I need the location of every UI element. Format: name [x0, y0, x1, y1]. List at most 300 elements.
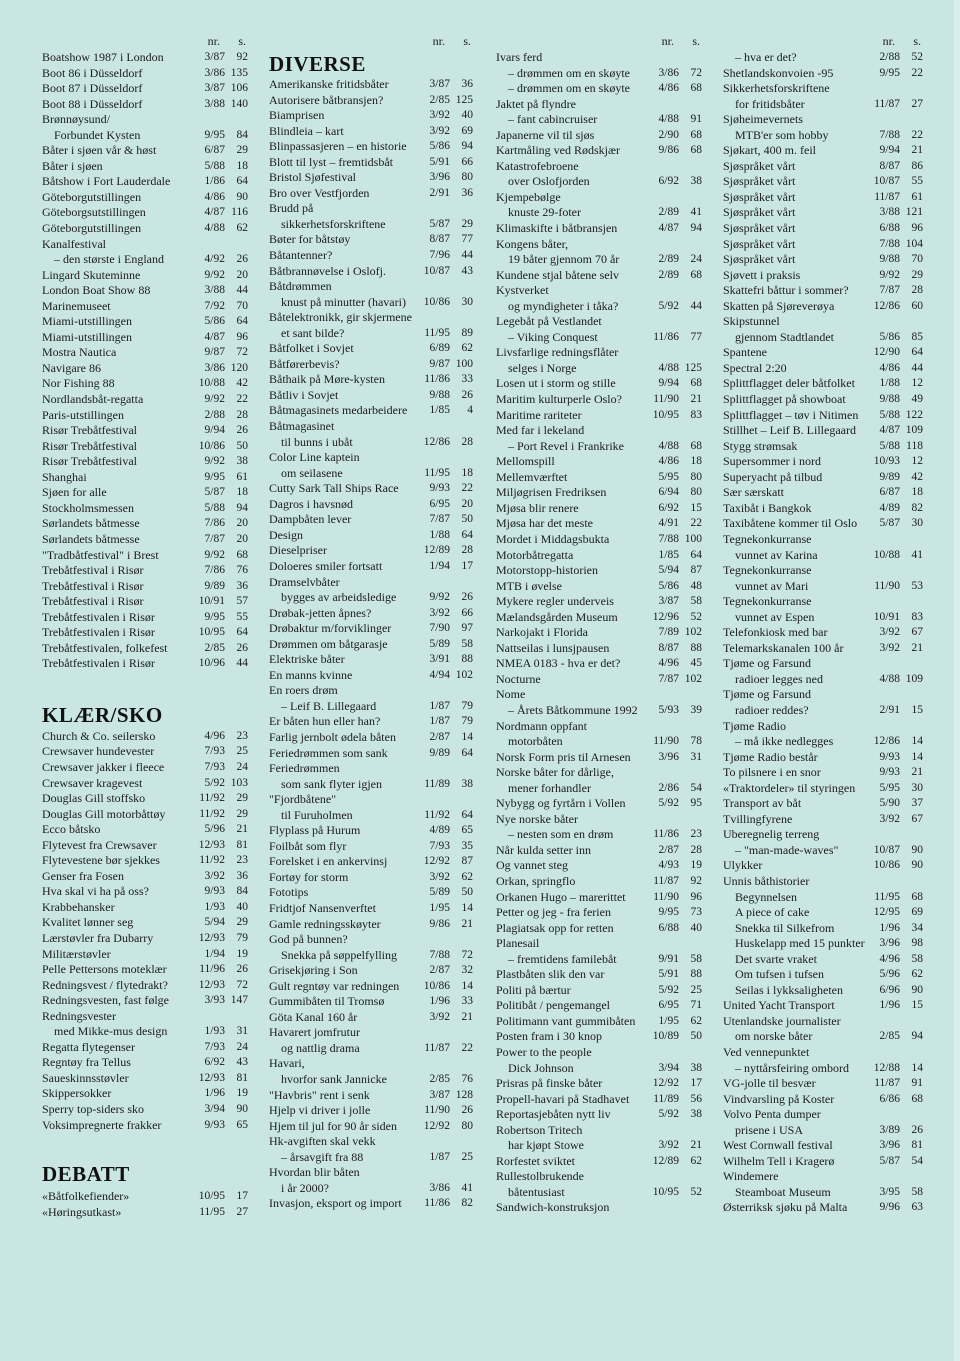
index-entry: [496, 843, 702, 859]
entry-title: Kundene stjal båtene selv: [496, 267, 619, 282]
entry-issue-number: 4/89: [429, 824, 450, 837]
entry-page-number: 18: [690, 455, 702, 468]
entry-issue-number: 6/89: [429, 342, 450, 355]
entry-title: Grisekjøring i Son: [269, 963, 358, 978]
index-entry: [269, 559, 473, 575]
entry-page-number: 62: [911, 968, 923, 981]
entry-page-number: 20: [236, 268, 248, 281]
entry-title: Taxibåt i Bangkok: [723, 500, 812, 515]
index-entry: [723, 967, 923, 983]
entry-issue-number: 5/86: [204, 315, 225, 328]
entry-page-number: 88: [690, 968, 702, 981]
index-entry: [723, 1138, 923, 1154]
entry-issue-number: 9/93: [204, 1118, 225, 1131]
entry-page-number: 67: [911, 812, 923, 825]
entry-title: og nattlig drama: [281, 1040, 360, 1055]
index-entry: [269, 979, 473, 995]
entry-page-number: 19: [690, 859, 702, 872]
entry-issue-number: 9/92: [204, 455, 225, 468]
entry-title: Bristol Sjøfestival: [269, 170, 356, 185]
index-entry: [269, 1072, 473, 1088]
entry-page-number: 66: [461, 155, 473, 168]
entry-title: London Boat Show 88: [42, 283, 151, 298]
entry-issue-number: 6/87: [879, 486, 900, 499]
entry-page-number: 34: [911, 921, 923, 934]
entry-page-number: 64: [911, 346, 923, 359]
entry-issue-number: 4/87: [879, 424, 900, 437]
entry-page-number: 36: [236, 579, 248, 592]
entry-title: Tjøme Radio består: [723, 749, 818, 764]
index-entry: [496, 97, 702, 113]
index-column-2: [269, 34, 473, 1212]
entry-title: Redningsvesten, fast følge: [42, 993, 169, 1008]
entry-issue-number: 6/87: [204, 144, 225, 157]
entry-title: Mellemværftet: [496, 469, 568, 484]
index-entry: [496, 905, 702, 921]
index-entry: [723, 205, 923, 221]
entry-issue-number: 5/96: [204, 823, 225, 836]
entry-issue-number: 11/92: [424, 808, 450, 821]
entry-title: Skattefri båttur i sommer?: [723, 283, 849, 298]
entry-page-number: 22: [911, 128, 923, 141]
index-entry: [723, 1045, 923, 1061]
index-entry: [269, 917, 473, 933]
index-entry: [269, 575, 473, 591]
index-entry: [496, 1200, 702, 1216]
entry-title: – Port Revel i Frankrike: [508, 438, 624, 453]
index-entry: [723, 983, 923, 999]
index-entry: [42, 392, 248, 408]
entry-page-number: 38: [690, 1108, 702, 1121]
entry-page-number: 44: [236, 284, 248, 297]
entry-title: Kjempebølge: [496, 189, 561, 204]
entry-page-number: 68: [690, 128, 702, 141]
entry-page-number: 85: [911, 330, 923, 343]
entry-page-number: 28: [461, 435, 473, 448]
entry-issue-number: 11/90: [653, 735, 679, 748]
index-entry: [723, 237, 923, 253]
entry-title: Flyplass på Hurum: [269, 823, 361, 838]
entry-page-number: 24: [236, 1040, 248, 1053]
entry-title: Crewsaver jakker i fleece: [42, 759, 165, 774]
entry-issue-number: 3/88: [879, 206, 900, 219]
entry-title: Skippersokker: [42, 1086, 112, 1101]
entry-page-number: 80: [690, 470, 702, 483]
entry-title: til bunns i ubåt: [281, 434, 353, 449]
index-entry: [42, 1086, 248, 1102]
entry-title: Lærstøvler fra Dubarry: [42, 930, 154, 945]
entry-page-number: 68: [236, 548, 248, 561]
index-entry: [42, 237, 248, 253]
entry-issue-number: 2/89: [658, 268, 679, 281]
entry-issue-number: 11/90: [874, 579, 900, 592]
entry-page-number: 58: [911, 1185, 923, 1198]
entry-page-number: 42: [236, 377, 248, 390]
entry-title: 19 båter gjennom 70 år: [508, 252, 620, 267]
entry-title: Med far i lekeland: [496, 423, 585, 438]
index-entry: [496, 314, 702, 330]
entry-title: Sandwich-konstruksjon: [496, 1200, 610, 1215]
entry-issue-number: 4/88: [204, 222, 225, 235]
entry-issue-number: 3/92: [879, 641, 900, 654]
index-entry: [42, 516, 248, 532]
entry-title: Dagros i havsnød: [269, 496, 353, 511]
entry-title: Crewsaver kragevest: [42, 775, 143, 790]
entry-issue-number: 3/89: [879, 1123, 900, 1136]
entry-title: Sikkerhetsforskriftene: [723, 81, 830, 96]
index-entry: [496, 750, 702, 766]
index-entry: [269, 808, 473, 824]
entry-title: Biamprisen: [269, 108, 325, 123]
entry-issue-number: 11/95: [424, 466, 450, 479]
index-entry: [723, 470, 923, 486]
entry-issue-number: 5/87: [879, 1154, 900, 1167]
entry-title: Foilbåt som flyr: [269, 838, 347, 853]
entry-page-number: 62: [461, 342, 473, 355]
index-entry: [42, 1205, 248, 1221]
entry-issue-number: 11/92: [199, 854, 225, 867]
index-entry: [269, 761, 473, 777]
entry-title: – drømmen om en skøyte: [508, 81, 630, 96]
entry-issue-number: 11/87: [874, 190, 900, 203]
entry-page-number: 22: [236, 393, 248, 406]
index-entry: [42, 884, 248, 900]
entry-title: knuste 29-foter: [508, 205, 581, 220]
entry-title: Huskelapp med 15 punkter: [735, 936, 865, 951]
entry-issue-number: 9/95: [204, 470, 225, 483]
index-entry: [496, 361, 702, 377]
entry-page-number: 62: [236, 222, 248, 235]
index-entry: [269, 606, 473, 622]
entry-title: Boot 87 i Düsseldorf: [42, 81, 143, 96]
entry-title: Göteborgutstillingen: [42, 221, 142, 236]
entry-issue-number: 10/88: [198, 377, 225, 390]
entry-title: et sant bilde?: [281, 325, 345, 340]
entry-page-number: 43: [461, 264, 473, 277]
index-entry: [269, 124, 473, 140]
entry-title: Planesail: [496, 936, 540, 951]
entry-title: Orkan, springflo: [496, 873, 576, 888]
index-entry: [269, 295, 473, 311]
index-entry: [723, 1169, 923, 1185]
entry-issue-number: 3/96: [879, 937, 900, 950]
entry-page-number: 22: [911, 66, 923, 79]
entry-issue-number: 4/88: [658, 439, 679, 452]
entry-title: Dramselvbåter: [269, 574, 340, 589]
entry-title: Stillhet – Leif B. Lillegaard: [723, 423, 856, 438]
entry-title: selges i Norge: [508, 360, 577, 375]
entry-title: Splittflagget deler båtfolket: [723, 376, 855, 391]
entry-issue-number: 3/92: [429, 109, 450, 122]
entry-title: Sjøen for alle: [42, 485, 107, 500]
index-entry: [42, 548, 248, 564]
entry-issue-number: 1/86: [204, 175, 225, 188]
entry-page-number: 29: [911, 268, 923, 281]
index-entry: [723, 734, 923, 750]
entry-page-number: 44: [690, 299, 702, 312]
index-entry: [496, 1029, 702, 1045]
section-heading: DEBATT: [42, 1162, 130, 1187]
entry-page-number: 25: [236, 745, 248, 758]
entry-title: Voksimpregnerte frakker: [42, 1117, 162, 1132]
index-entry: [42, 962, 248, 978]
index-entry: [723, 174, 923, 190]
entry-page-number: 63: [911, 1201, 923, 1214]
entry-title: Motorstopp-historien: [496, 563, 598, 578]
entry-page-number: 68: [690, 268, 702, 281]
index-entry: [269, 1025, 473, 1041]
entry-issue-number: 9/93: [204, 885, 225, 898]
entry-title: Stockholmsmessen: [42, 500, 134, 515]
entry-title: Politibåt / pengemangel: [496, 998, 610, 1013]
entry-title: mener forhandler: [508, 780, 591, 795]
entry-page-number: 69: [911, 906, 923, 919]
index-entry: [42, 744, 248, 760]
index-entry: [42, 252, 248, 268]
entry-issue-number: 9/89: [429, 746, 450, 759]
index-entry: [496, 1014, 702, 1030]
index-entry: [723, 454, 923, 470]
entry-page-number: 56: [690, 1092, 702, 1105]
entry-title: Sær særskatt: [723, 485, 785, 500]
entry-issue-number: 1/95: [658, 1014, 679, 1027]
index-entry: [723, 50, 923, 66]
entry-page-number: 68: [911, 890, 923, 903]
entry-issue-number: 12/92: [423, 855, 450, 868]
index-entry: [496, 439, 702, 455]
entry-issue-number: 6/92: [658, 175, 679, 188]
entry-issue-number: 5/96: [879, 968, 900, 981]
entry-issue-number: 9/93: [429, 482, 450, 495]
index-entry: [42, 838, 248, 854]
entry-issue-number: 3/86: [429, 1181, 450, 1194]
index-entry: [269, 870, 473, 886]
entry-title: Mjøsa har det meste: [496, 516, 593, 531]
entry-issue-number: 4/88: [658, 361, 679, 374]
entry-title: over Oslofjorden: [508, 174, 590, 189]
entry-issue-number: 10/95: [198, 1190, 225, 1203]
index-entry: [723, 843, 923, 859]
entry-title: Rorfestet sviktet: [496, 1153, 575, 1168]
entry-page-number: 104: [905, 237, 923, 250]
entry-issue-number: 3/87: [429, 1088, 450, 1101]
entry-issue-number: 5/95: [879, 781, 900, 794]
index-entry: [269, 326, 473, 342]
index-entry: [269, 357, 473, 373]
entry-page-number: 58: [911, 952, 923, 965]
entry-issue-number: 4/96: [879, 952, 900, 965]
index-entry: [723, 97, 923, 113]
index-entry: [723, 1123, 923, 1139]
entry-title: Båtmagasinets medarbeidere: [269, 403, 408, 418]
entry-page-number: 41: [911, 548, 923, 561]
entry-issue-number: 1/85: [658, 548, 679, 561]
index-column-1: [42, 34, 248, 1220]
entry-issue-number: 5/91: [429, 155, 450, 168]
entry-issue-number: 11/86: [653, 330, 679, 343]
entry-issue-number: 1/87: [429, 715, 450, 728]
index-entry: [496, 1169, 702, 1185]
index-entry: [42, 439, 248, 455]
index-entry: [496, 548, 702, 564]
entry-title: Nocturne: [496, 671, 541, 686]
index-entry: [496, 128, 702, 144]
entry-issue-number: 7/87: [429, 513, 450, 526]
entry-page-number: 14: [911, 750, 923, 763]
entry-page-number: 49: [911, 393, 923, 406]
entry-page-number: 92: [690, 874, 702, 887]
entry-page-number: 26: [461, 1104, 473, 1117]
entry-issue-number: 7/93: [204, 1040, 225, 1053]
index-entry: [723, 268, 923, 284]
entry-page-number: 26: [236, 641, 248, 654]
entry-issue-number: 2/87: [429, 730, 450, 743]
entry-page-number: 80: [461, 171, 473, 184]
entry-title: Orkanen Hugo – marerittet: [496, 889, 626, 904]
entry-title: To pilsnere i en snor: [723, 765, 821, 780]
entry-issue-number: 4/87: [658, 222, 679, 235]
index-entry: [269, 668, 473, 684]
entry-title: Regatta flytegenser: [42, 1039, 135, 1054]
entry-title: Spantene: [723, 345, 767, 360]
entry-issue-number: 2/89: [658, 206, 679, 219]
issue-number-header: nr.: [432, 34, 445, 48]
index-entry: [723, 392, 923, 408]
index-entry: [496, 672, 702, 688]
entry-page-number: 26: [461, 591, 473, 604]
index-entry: [723, 501, 923, 517]
index-entry: [723, 656, 923, 672]
entry-title: Nye norske båter: [496, 811, 578, 826]
entry-title: Nybygg og fyrtårn i Vollen: [496, 796, 626, 811]
entry-issue-number: 5/88: [879, 439, 900, 452]
entry-page-number: 72: [236, 978, 248, 991]
entry-issue-number: 2/85: [879, 1030, 900, 1043]
index-entry: [269, 1041, 473, 1057]
index-entry: [269, 746, 473, 762]
entry-title: Om tufsen i tufsen: [735, 967, 824, 982]
entry-page-number: 26: [911, 1123, 923, 1136]
index-entry: [42, 579, 248, 595]
entry-title: Mykere regler underveis: [496, 594, 614, 609]
entry-issue-number: 10/86: [198, 439, 225, 452]
entry-title: for fritidsbåter: [735, 96, 805, 111]
entry-issue-number: 1/96: [204, 1087, 225, 1100]
index-entry: [269, 372, 473, 388]
entry-title: knust på minutter (havari): [281, 294, 406, 309]
entry-page-number: 12: [911, 377, 923, 390]
index-entry: [269, 170, 473, 186]
entry-title: sikkerhetsforskriftene: [281, 216, 386, 231]
entry-title: Norsk Form pris til Arnesen: [496, 749, 631, 764]
index-entry: [496, 190, 702, 206]
entry-issue-number: 4/96: [658, 657, 679, 670]
entry-title: Er båten hun eller han?: [269, 714, 381, 729]
index-entry: [496, 299, 702, 315]
entry-title: Trebåtfestivalen, folkefest: [42, 640, 168, 655]
entry-title: Power to the people: [496, 1045, 592, 1059]
entry-issue-number: 5/92: [204, 776, 225, 789]
index-entry: [42, 283, 248, 299]
entry-issue-number: 11/90: [653, 890, 679, 903]
entry-title: Posten fram i 30 knop: [496, 1029, 602, 1044]
entry-issue-number: 3/96: [879, 1139, 900, 1152]
index-entry: [42, 376, 248, 392]
entry-issue-number: 10/91: [873, 610, 900, 623]
entry-issue-number: 10/95: [198, 626, 225, 639]
entry-title: Begynnelsen: [735, 889, 797, 904]
entry-page-number: 96: [911, 222, 923, 235]
entry-title: Brudd på: [269, 201, 314, 216]
index-entry: [723, 1185, 923, 1201]
entry-page-number: 21: [911, 144, 923, 157]
index-entry: [269, 901, 473, 917]
entry-page-number: 22: [461, 482, 473, 495]
index-entry: [42, 66, 248, 82]
index-entry: [496, 66, 702, 82]
entry-page-number: 80: [690, 486, 702, 499]
index-entry: [269, 217, 473, 233]
index-entry: [723, 796, 923, 812]
index-entry: [723, 827, 923, 843]
entry-title: MTB i øvelse: [496, 578, 562, 593]
entry-title: Tegnekonkurranse: [723, 531, 812, 546]
index-entry: [269, 777, 473, 793]
entry-issue-number: 2/85: [204, 641, 225, 654]
entry-issue-number: 1/88: [429, 528, 450, 541]
index-entry: [723, 1107, 923, 1123]
entry-issue-number: 1/88: [879, 377, 900, 390]
entry-page-number: 42: [911, 470, 923, 483]
entry-issue-number: 12/86: [423, 435, 450, 448]
index-entry: [496, 237, 702, 253]
index-entry: [269, 403, 473, 419]
entry-title: Blinpassasjeren – en historie: [269, 139, 407, 154]
entry-issue-number: 10/88: [873, 548, 900, 561]
entry-title: En manns kvinne: [269, 667, 353, 682]
entry-issue-number: 9/87: [204, 346, 225, 359]
index-entry: [723, 221, 923, 237]
entry-title: "Fjordbåtene": [269, 792, 337, 807]
index-column-3: [496, 34, 702, 1216]
entry-page-number: 65: [236, 1118, 248, 1131]
index-entry: [723, 1014, 923, 1030]
entry-title: Båtelektronikk, gir skjermene: [269, 310, 412, 325]
index-entry: [42, 97, 248, 113]
index-entry: [723, 314, 923, 330]
entry-title: «Høringsutkast»: [42, 1204, 122, 1219]
entry-issue-number: 5/87: [204, 486, 225, 499]
entry-page-number: 28: [461, 544, 473, 557]
entry-issue-number: 6/86: [879, 1092, 900, 1105]
entry-title: Dampbåten lever: [269, 512, 352, 527]
entry-title: Gult regntøy var redningen: [269, 978, 400, 993]
entry-issue-number: 12/92: [652, 1077, 679, 1090]
entry-page-number: 19: [236, 947, 248, 960]
entry-page-number: 18: [461, 466, 473, 479]
index-entry: [723, 485, 923, 501]
entry-issue-number: 11/96: [199, 963, 225, 976]
issue-number-header: nr.: [207, 34, 220, 48]
entry-issue-number: 12/93: [198, 978, 225, 991]
entry-page-number: 57: [236, 595, 248, 608]
page-number-header: s.: [463, 34, 471, 48]
entry-page-number: 60: [911, 299, 923, 312]
index-entry: [269, 435, 473, 451]
entry-page-number: 50: [461, 886, 473, 899]
entry-issue-number: 3/87: [658, 595, 679, 608]
entry-page-number: 18: [236, 159, 248, 172]
